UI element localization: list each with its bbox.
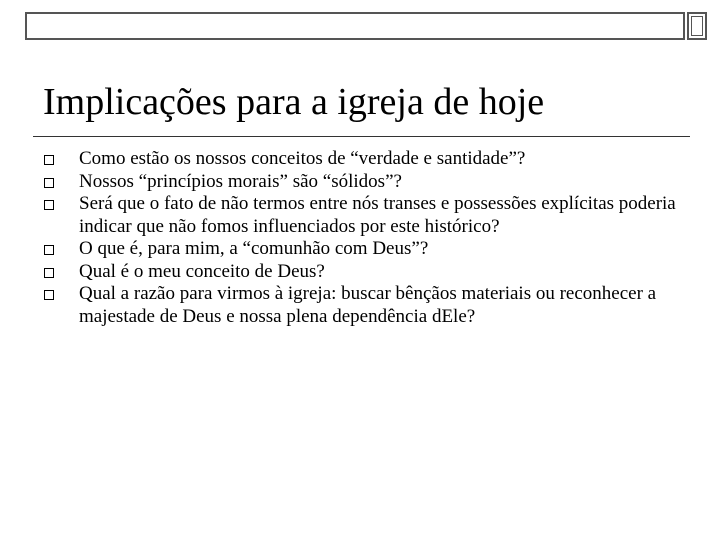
corner-decoration xyxy=(687,12,707,40)
bullet-text: Será que o fato de não termos entre nós transes e possessões explícitas poderia indicar que não fomos influenciados por este histórico? xyxy=(79,193,676,237)
bullet-text: Qual é o meu conceito de Deus? xyxy=(79,260,325,282)
bullet-text: Como estão os nossos conceitos de “verdade e santidade”? xyxy=(79,148,526,169)
hollow-square-icon xyxy=(44,200,54,210)
header-bar xyxy=(25,12,685,40)
list-item xyxy=(44,261,684,284)
bullet-text: O que é, para mim, a “comunhão com Deus”? xyxy=(79,238,429,259)
list-item xyxy=(44,193,684,238)
list-item xyxy=(44,283,684,328)
hollow-square-icon xyxy=(44,178,54,188)
hollow-square-icon xyxy=(44,268,54,278)
list-item xyxy=(44,171,684,194)
hollow-square-icon xyxy=(44,155,54,165)
bullet-text: Qual a razão para virmos à igreja: buscar bênçãos materiais ou reconhecer a majestade de Deus e nossa plena dependência dEle? xyxy=(79,283,657,327)
hollow-square-icon xyxy=(44,245,54,255)
bullet-text: Nossos “princípios morais” são “sólidos”? xyxy=(79,170,402,192)
title-divider xyxy=(33,136,690,137)
list-item xyxy=(44,148,684,171)
slide-title: Implicações para a igreja de hoje xyxy=(43,81,545,123)
list-item xyxy=(44,238,684,261)
bullet-list xyxy=(44,148,684,328)
hollow-square-icon xyxy=(44,290,54,300)
